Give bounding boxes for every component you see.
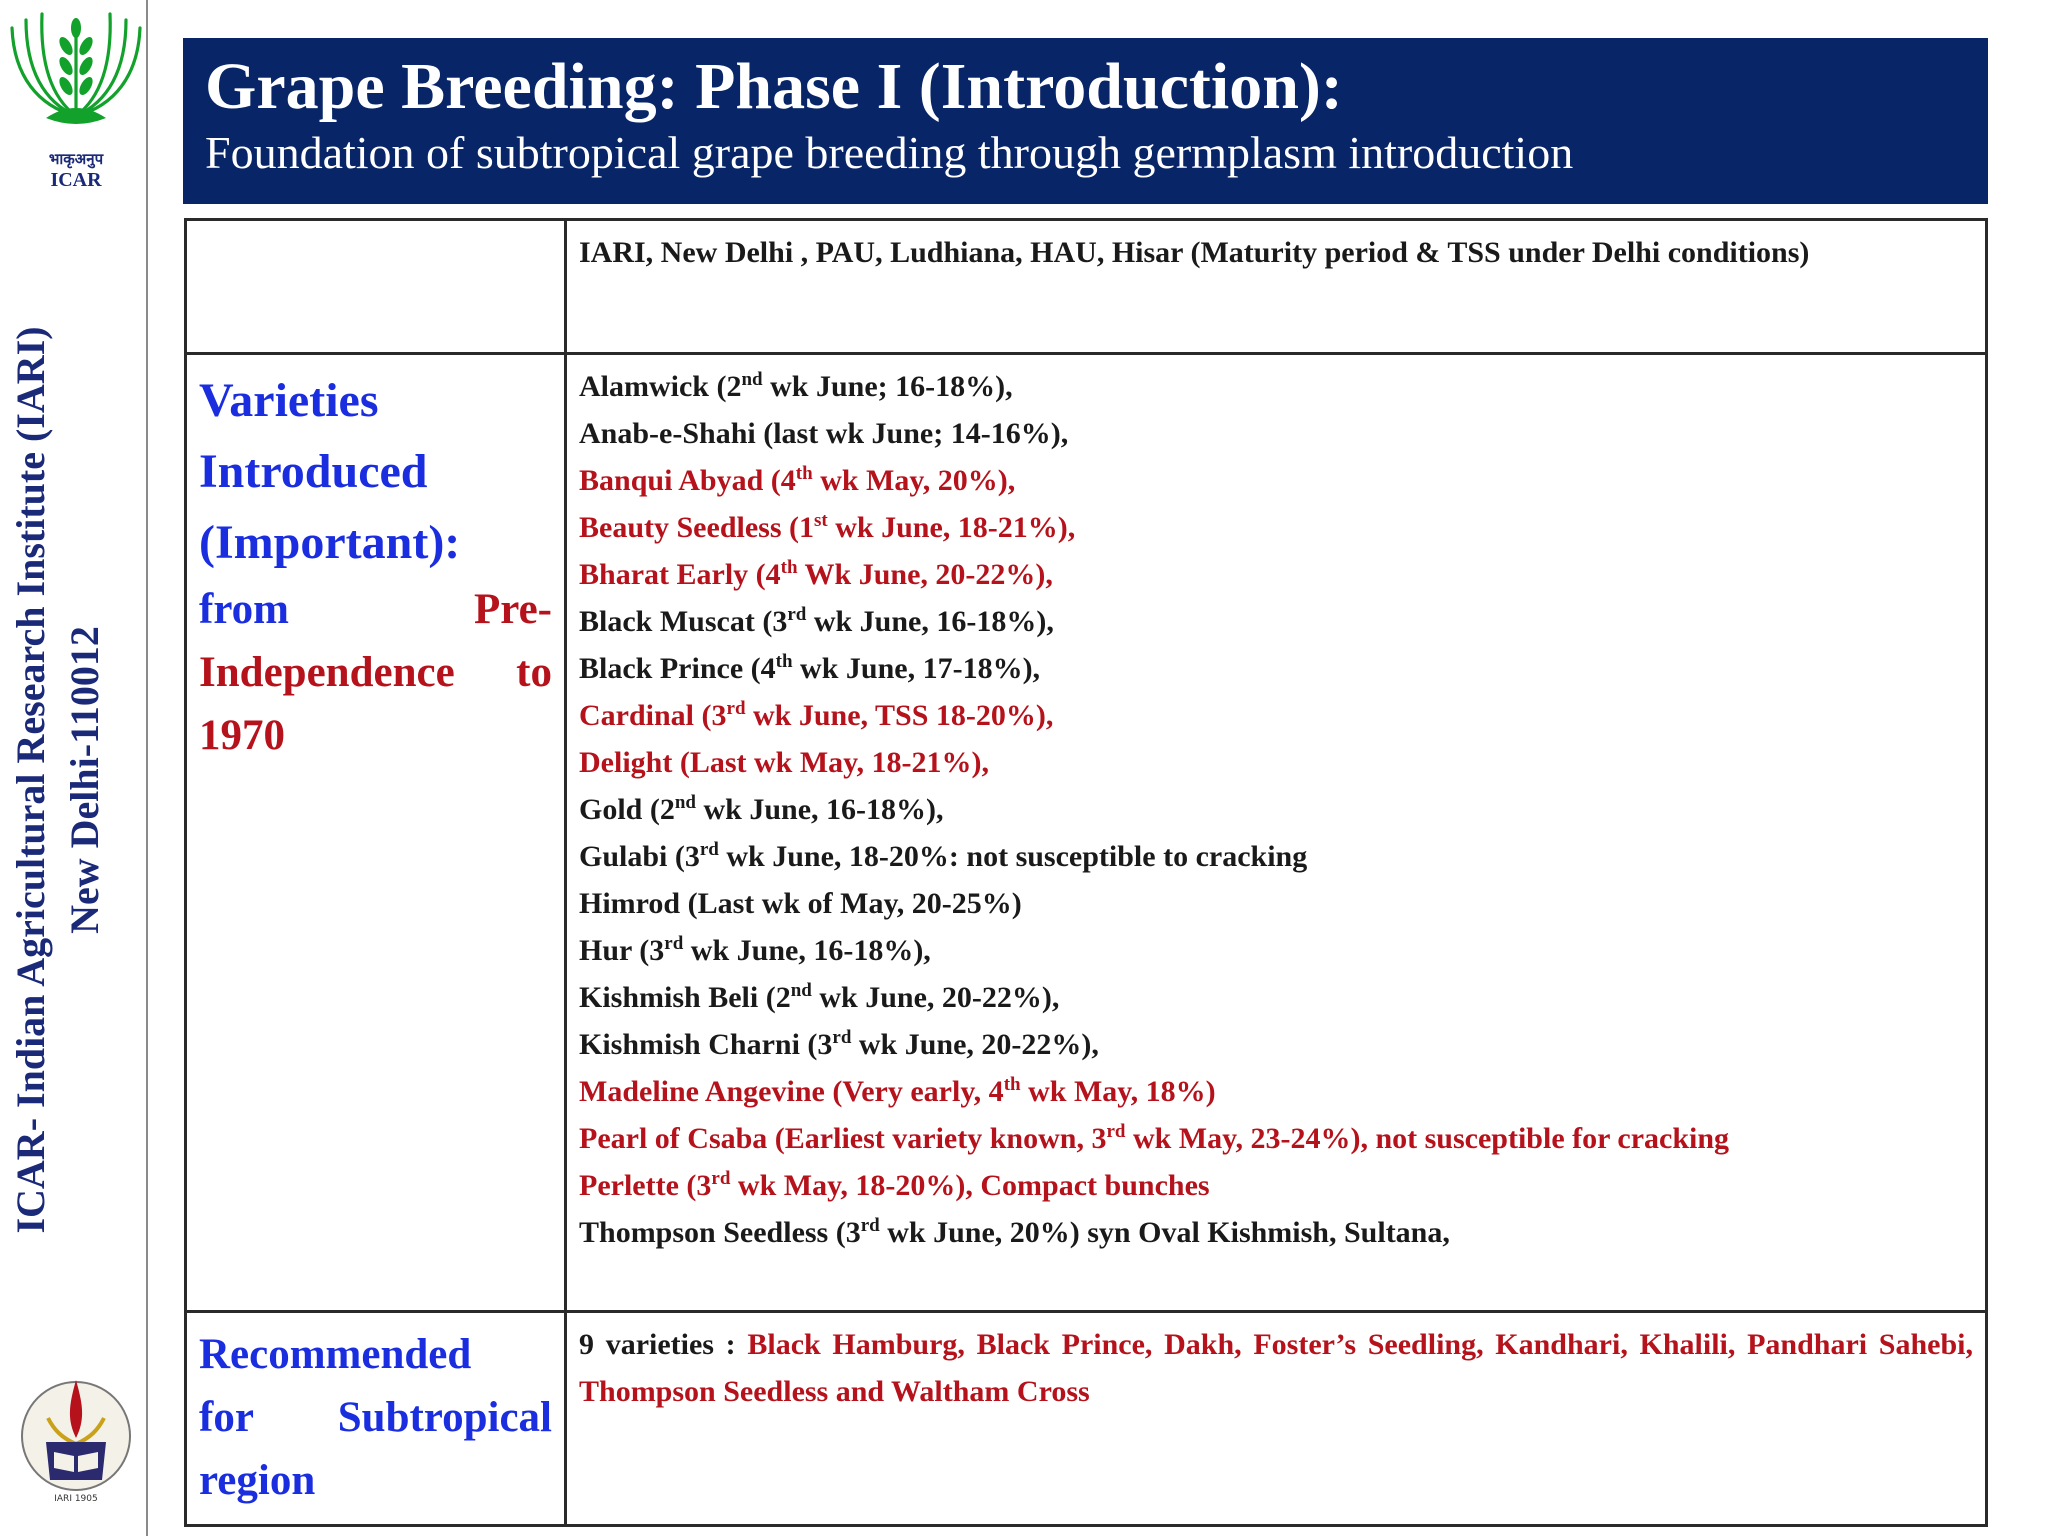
recommended-heading-line1: Recommended [199, 1331, 472, 1378]
variety-item [579, 363, 1973, 410]
variety-text: Anab-e-Shahi (last wk June; 14-16%), [579, 417, 1069, 450]
variety-ordinal-suffix: rd [1106, 1121, 1126, 1142]
variety-text: Perlette (3 [579, 1169, 712, 1202]
table-header-empty-cell [186, 220, 566, 354]
iari-emblem [18, 1358, 134, 1514]
variety-item [579, 786, 1973, 833]
introduced-subheading-line3: 1970 [199, 712, 285, 759]
recommended-heading-line3: region [199, 1457, 316, 1504]
introduced-heading-line3: (Important): [199, 516, 461, 569]
variety-detail: wk June, 18-20%: not susceptible to cracking [718, 840, 1308, 873]
variety-item [579, 927, 1973, 974]
recommended-row [186, 1312, 1987, 1526]
logo-wordmark: ICAR [50, 169, 102, 190]
variety-detail: wk May, 20%), [812, 464, 1016, 497]
variety-text: Hur (3 [579, 934, 665, 967]
institute-name: ICAR- Indian Agricultural Research Institute (IARI) [8, 326, 53, 1234]
variety-detail: wk June, 16-18%), [806, 605, 1054, 638]
variety-detail: wk June, 20-22%), [811, 981, 1060, 1014]
slide-header [183, 38, 1988, 204]
variety-detail: Wk June, 20-22%), [797, 558, 1053, 591]
introduced-subheading-line1 [199, 578, 552, 641]
variety-item [579, 833, 1973, 880]
variety-text: Pearl of Csaba (Earliest variety known, 3 [579, 1122, 1107, 1155]
variety-text: Thompson Seedless (3 [579, 1216, 861, 1249]
table-header-text: IARI, New Delhi , PAU, Ludhiana, HAU, Hisar (Maturity period & TSS under Delhi conditions) [579, 236, 1810, 269]
introduced-varieties-cell [566, 354, 1987, 1312]
variety-item [579, 504, 1973, 551]
variety-text: Himrod (Last wk of May, 20-25%) [579, 887, 1022, 920]
variety-ordinal-suffix: nd [674, 792, 696, 813]
slide-title: Grape Breeding: Phase I (Introduction): [205, 50, 1343, 123]
introduced-heading-line2: Introduced [199, 445, 428, 498]
variety-text: Alamwick (2 [579, 370, 742, 403]
introduced-word-pre: Pre- [474, 586, 552, 633]
variety-text: Delight (Last wk May, 18-21%), [579, 746, 989, 779]
variety-text: Gold (2 [579, 793, 675, 826]
institute-address: New Delhi-110012 [62, 626, 107, 934]
introduced-word-independence: Independence [199, 649, 455, 696]
recommended-word-for: for [199, 1394, 254, 1441]
variety-detail: wk May, 23-24%), not susceptible for cracking [1125, 1122, 1730, 1155]
logo-wordmark-hindi: भाकृअनुप [48, 150, 104, 168]
variety-detail: wk June, 18-21%), [827, 511, 1076, 544]
introduced-row [186, 354, 1987, 1312]
variety-ordinal-suffix: nd [741, 369, 763, 390]
introduced-word-from: from [199, 586, 289, 633]
variety-text: Kishmish Beli (2 [579, 981, 791, 1014]
variety-detail: wk June, TSS 18-20%), [745, 699, 1054, 732]
variety-ordinal-suffix: rd [699, 839, 719, 860]
variety-text: Black Prince (4 [579, 652, 776, 685]
variety-item [579, 457, 1973, 504]
recommended-label-cell [186, 1312, 566, 1526]
introduced-word-to: to [516, 649, 552, 696]
variety-list [579, 363, 1973, 1256]
variety-text: Beauty Seedless (1 [579, 511, 814, 544]
variety-item [579, 692, 1973, 739]
variety-text: Banqui Abyad (4 [579, 464, 796, 497]
introduced-label-cell [186, 354, 566, 1312]
variety-ordinal-suffix: th [795, 463, 813, 484]
variety-ordinal-suffix: rd [832, 1027, 852, 1048]
table-header-cell [566, 220, 1987, 354]
introduced-subheading-line2 [199, 641, 552, 704]
emblem-text: IARI 1905 [54, 1494, 98, 1504]
varieties-table [184, 218, 1988, 1527]
introduced-heading-line1: Varieties [199, 374, 379, 427]
variety-ordinal-suffix: rd [787, 604, 807, 625]
variety-detail: wk May, 18%) [1020, 1075, 1216, 1108]
variety-detail: wk June, 20-22%), [851, 1028, 1099, 1061]
variety-item [579, 1162, 1973, 1209]
variety-item [579, 1021, 1973, 1068]
variety-detail: wk June, 17-18%), [792, 652, 1041, 685]
icar-logo [8, 6, 144, 190]
variety-detail: wk May, 18-20%), Compact bunches [730, 1169, 1210, 1202]
institute-label [4, 280, 144, 1280]
variety-ordinal-suffix: rd [664, 933, 684, 954]
variety-text: Gulabi (3 [579, 840, 700, 873]
variety-item [579, 1209, 1973, 1256]
recommended-text [579, 1321, 1973, 1415]
variety-ordinal-suffix: rd [726, 698, 746, 719]
recommended-list: Black Hamburg, Black Prince, Dakh, Foster’s Seedling, Kandhari, Khalili, Pandhari Sahebi, Thompson Seedless and Waltham Cross [579, 1328, 1973, 1408]
variety-text: Bharat Early (4 [579, 558, 781, 591]
variety-text: Black Muscat (3 [579, 605, 788, 638]
variety-ordinal-suffix: nd [790, 980, 812, 1001]
recommended-varieties-cell [566, 1312, 1987, 1526]
variety-ordinal-suffix: rd [860, 1215, 880, 1236]
variety-detail: wk June, 20%) syn Oval Kishmish, Sultana, [879, 1216, 1450, 1249]
variety-item [579, 1115, 1973, 1162]
variety-item [579, 974, 1973, 1021]
slide-subtitle: Foundation of subtropical grape breeding through germplasm introduction [205, 127, 1574, 178]
recommended-prefix: 9 varieties : [579, 1328, 748, 1361]
variety-ordinal-suffix: th [775, 651, 793, 672]
table-header-row [186, 220, 1987, 354]
variety-ordinal-suffix: th [1003, 1074, 1021, 1095]
variety-detail: wk June, 16-18%), [696, 793, 944, 826]
variety-item [579, 645, 1973, 692]
sidebar [0, 0, 148, 1536]
variety-text: Cardinal (3 [579, 699, 727, 732]
variety-ordinal-suffix: th [780, 557, 798, 578]
variety-text: Madeline Angevine (Very early, 4 [579, 1075, 1004, 1108]
variety-item [579, 410, 1973, 457]
variety-ordinal-suffix: st [814, 510, 828, 531]
variety-item [579, 1068, 1973, 1115]
recommended-word-subtropical: Subtropical [337, 1394, 552, 1441]
variety-item [579, 551, 1973, 598]
variety-text: Kishmish Charni (3 [579, 1028, 833, 1061]
recommended-heading-line2 [199, 1386, 552, 1449]
variety-ordinal-suffix: rd [711, 1168, 731, 1189]
variety-item [579, 739, 1973, 786]
variety-item [579, 598, 1973, 645]
variety-detail: wk June, 16-18%), [683, 934, 931, 967]
variety-detail: wk June; 16-18%), [762, 370, 1013, 403]
variety-item [579, 880, 1973, 927]
